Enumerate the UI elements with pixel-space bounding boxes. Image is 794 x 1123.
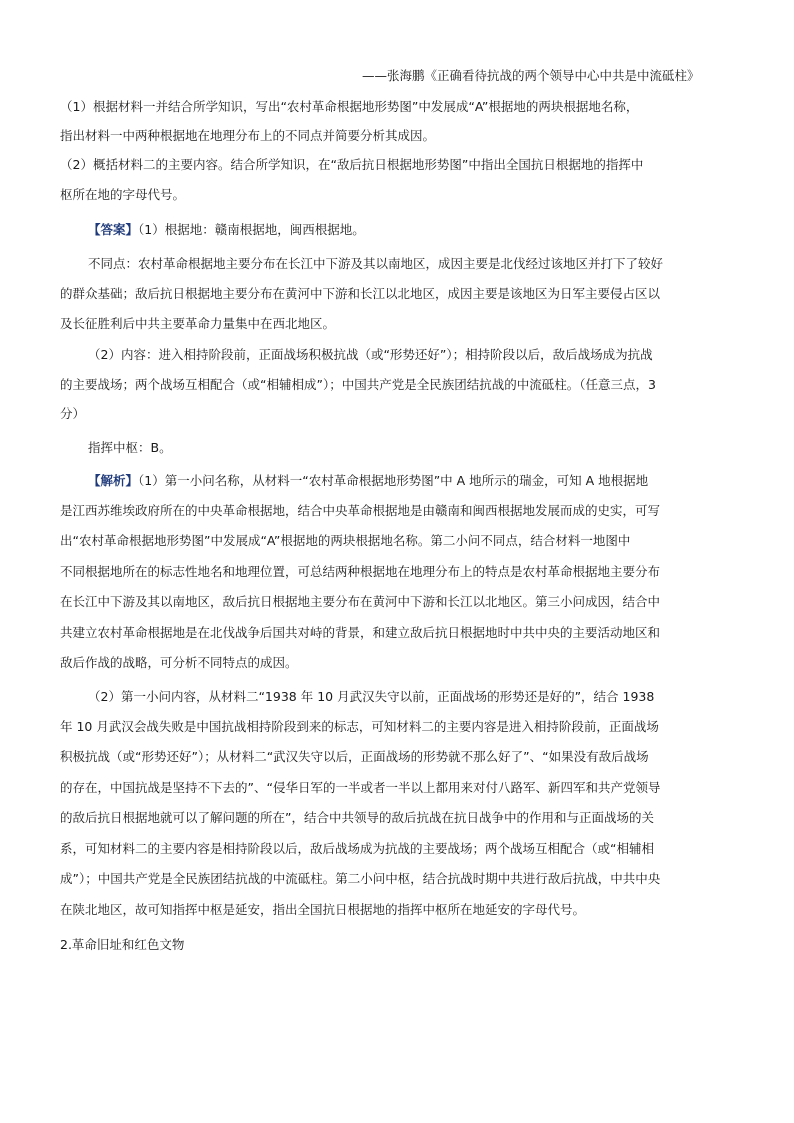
analysis-paragraph-2-line-4: 的存在，中国抗战是坚持不下去的”、“侵华日军的一半或者一半以上都用来对付八路军、新四军和共产党领导 bbox=[60, 780, 661, 795]
analysis-paragraph-2-line-5: 的敌后抗日根据地就可以了解问题的所在”，结合中共领导的敌后抗战在抗日战争中的作用和与正面战场的关 bbox=[60, 810, 654, 825]
answer-diff-line-1: 不同点：农村革命根据地主要分布在长江中下游及其以南地区，成因主要是北伐经过该地区并打下了较好 bbox=[88, 256, 664, 271]
analysis-paragraph-1-line-4: 不同根据地所在的标志性地名和地理位置，可总结两种根据地在地理分布上的特点是农村革命根据地主要分布 bbox=[60, 564, 661, 579]
question-2-line-1: （2）概括材料二的主要内容。结合所学知识，在“敌后抗日根据地形势图”中指出全国抗日根据地的指挥中 bbox=[60, 157, 644, 172]
analysis-paragraph-2-line-7: 成”）；中国共产党是全民族团结抗战的中流砥柱。第二小问中枢，结合抗战时期中共进行敌后抗战，中共中央 bbox=[60, 871, 661, 886]
answer-tag: 【答案】 bbox=[88, 222, 139, 237]
analysis-paragraph-2-line-2: 年 10 月武汉会战失败是中国抗战相持阶段到来的标志，可知材料二的主要内容是进入相持阶段前，正面战场 bbox=[60, 719, 659, 734]
answer-1-text: （1）根据地：赣南根据地，闽西根据地。 bbox=[138, 222, 365, 237]
answer-diff-line-3: 及长征胜利后中共主要革命力量集中在西北地区。 bbox=[60, 316, 336, 331]
section-heading: 2.革命旧址和红色文物 bbox=[60, 937, 185, 952]
question-1-line-1: （1）根据材料一并结合所学知识，写出“农村革命根据地形势图”中发展成“A”根据地的两块根据地名称， bbox=[60, 99, 639, 114]
command-center-answer: 指挥中枢：B。 bbox=[88, 440, 172, 455]
answer-paragraph-1 bbox=[88, 222, 365, 238]
question-1-line-2: 指出材料一中两种根据地在地理分布上的不同点并简要分析其成因。 bbox=[60, 128, 436, 143]
analysis-tag: 【解析】 bbox=[88, 473, 139, 488]
analysis-paragraph-2-line-3: 积极抗战（或“形势还好”）；从材料二“武汉失守以后，正面战场的形势就不那么好了”、“如果没有敌后战场 bbox=[60, 749, 649, 764]
analysis-paragraph-1-line-3: 出“农村革命根据地形势图”中发展成“A”根据地的两块根据地名称。第二小问不同点，结合材料一地图中 bbox=[60, 533, 631, 548]
analysis-paragraph-2-line-6: 系，可知材料二的主要内容是相持阶段以后，敌后战场成为抗战的主要战场；两个战场互相配合（或“相辅相 bbox=[60, 841, 654, 856]
answer-2-line-2: 的主要战场；两个战场互相配合（或“相辅相成”）；中国共产党是全民族团结抗战的中流砥柱。（任意三点，3 bbox=[60, 377, 656, 392]
analysis-paragraph-2-line-1: （2）第一小问内容，从材料二“1938 年 10 月武汉失守以前，正面战场的形势还是好的”，结合 1938 bbox=[88, 689, 655, 704]
source-citation: ——张海鹏《正确看待抗战的两个领导中心中共是中流砥柱》 bbox=[362, 68, 700, 83]
answer-diff-line-2: 的群众基础；敌后抗日根据地主要分布在黄河中下游和长江以北地区，成因主要是该地区为日军主要侵占区以 bbox=[60, 286, 661, 301]
analysis-paragraph-1-line-2: 是江西苏维埃政府所在的中央革命根据地，结合中央革命根据地是由赣南和闽西根据地发展而成的史实，可写 bbox=[60, 503, 661, 518]
analysis-paragraph-2-line-8: 在陕北地区，故可知指挥中枢是延安，指出全国抗日根据地的指挥中枢所在地延安的字母代号。 bbox=[60, 902, 586, 917]
analysis-paragraph-1-line-1 bbox=[88, 473, 648, 489]
answer-2-line-3: 分） bbox=[60, 406, 86, 421]
question-2-line-2: 枢所在地的字母代号。 bbox=[60, 187, 186, 202]
analysis-1-first-text: （1）第一小问名称，从材料一“农村革命根据地形势图”中 A 地所示的瑞金，可知 A 地根据地 bbox=[138, 473, 649, 488]
analysis-paragraph-1-line-6: 共建立农村革命根据地是在北伐战争后国共对峙的背景，和建立敌后抗日根据地时中共中央的主要活动地区和 bbox=[60, 625, 661, 640]
answer-2-line-1: （2）内容：进入相持阶段前，正面战场积极抗战（或“形势还好”）；相持阶段以后，敌后战场成为抗战 bbox=[88, 347, 653, 362]
analysis-paragraph-1-line-5: 在长江中下游及其以南地区，敌后抗日根据地主要分布在黄河中下游和长江以北地区。第三小问成因，结合中 bbox=[60, 594, 661, 609]
analysis-paragraph-1-line-7: 敌后作战的战略，可分析不同特点的成因。 bbox=[60, 655, 298, 670]
